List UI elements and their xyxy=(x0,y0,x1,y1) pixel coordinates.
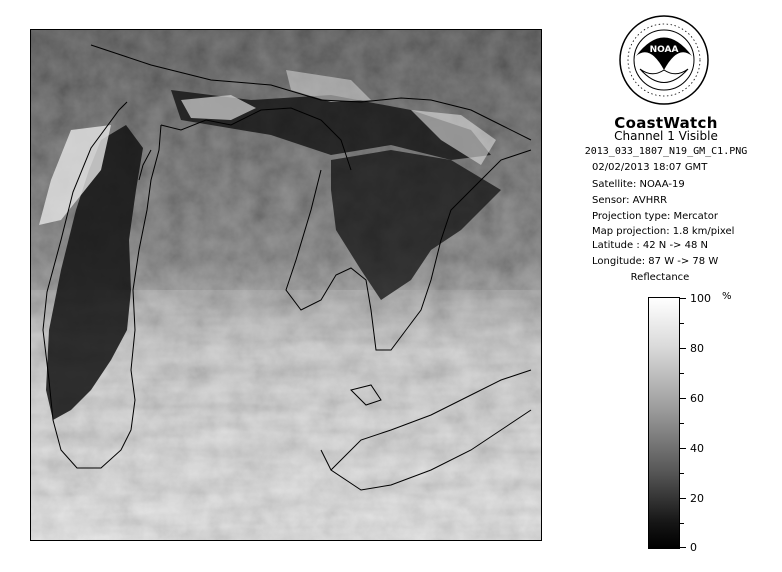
map-projection-text: Map projection: 1.8 km/pixel xyxy=(592,226,735,237)
colorbar-tick-label: 20 xyxy=(690,492,704,505)
colorbar-tick-minor xyxy=(680,423,684,424)
satellite-image xyxy=(30,29,542,541)
logo-label: NOAA xyxy=(649,45,679,55)
latitude-text: Latitude : 42 N -> 48 N xyxy=(592,240,708,251)
colorbar-tick xyxy=(680,498,686,499)
colorbar-tick-minor xyxy=(680,523,684,524)
channel-subtitle: Channel 1 Visible xyxy=(614,129,718,143)
colorbar-label: Reflectance xyxy=(630,272,690,283)
colorbar-tick-label: 100 xyxy=(690,292,711,305)
colorbar-tick-minor xyxy=(680,473,684,474)
colorbar-tick xyxy=(680,298,686,299)
colorbar-tick xyxy=(680,348,686,349)
colorbar-tick xyxy=(680,448,686,449)
colorbar-tick xyxy=(680,398,686,399)
longitude-text: Longitude: 87 W -> 78 W xyxy=(592,256,719,267)
satellite-text: Satellite: NOAA-19 xyxy=(592,179,685,190)
reflectance-colorbar xyxy=(648,297,680,549)
colorbar-tick-label: 80 xyxy=(690,342,704,355)
colorbar-tick-label: 40 xyxy=(690,442,704,455)
colorbar-tick-minor xyxy=(680,323,684,324)
colorbar-tick-minor xyxy=(680,373,684,374)
colorbar-tick-label: 60 xyxy=(690,392,704,405)
projection-type-text: Projection type: Mercator xyxy=(592,211,718,222)
satellite-map xyxy=(31,30,541,540)
colorbar-unit: % xyxy=(722,291,732,302)
file-name: 2013_033_1807_N19_GM_C1.PNG xyxy=(584,146,748,157)
colorbar-tick xyxy=(680,547,686,548)
sensor-text: Sensor: AVHRR xyxy=(592,195,668,206)
page-title: CoastWatch xyxy=(614,114,718,132)
datetime-text: 02/02/2013 18:07 GMT xyxy=(592,162,708,173)
noaa-logo xyxy=(618,14,710,106)
colorbar-tick-label: 0 xyxy=(690,541,697,554)
